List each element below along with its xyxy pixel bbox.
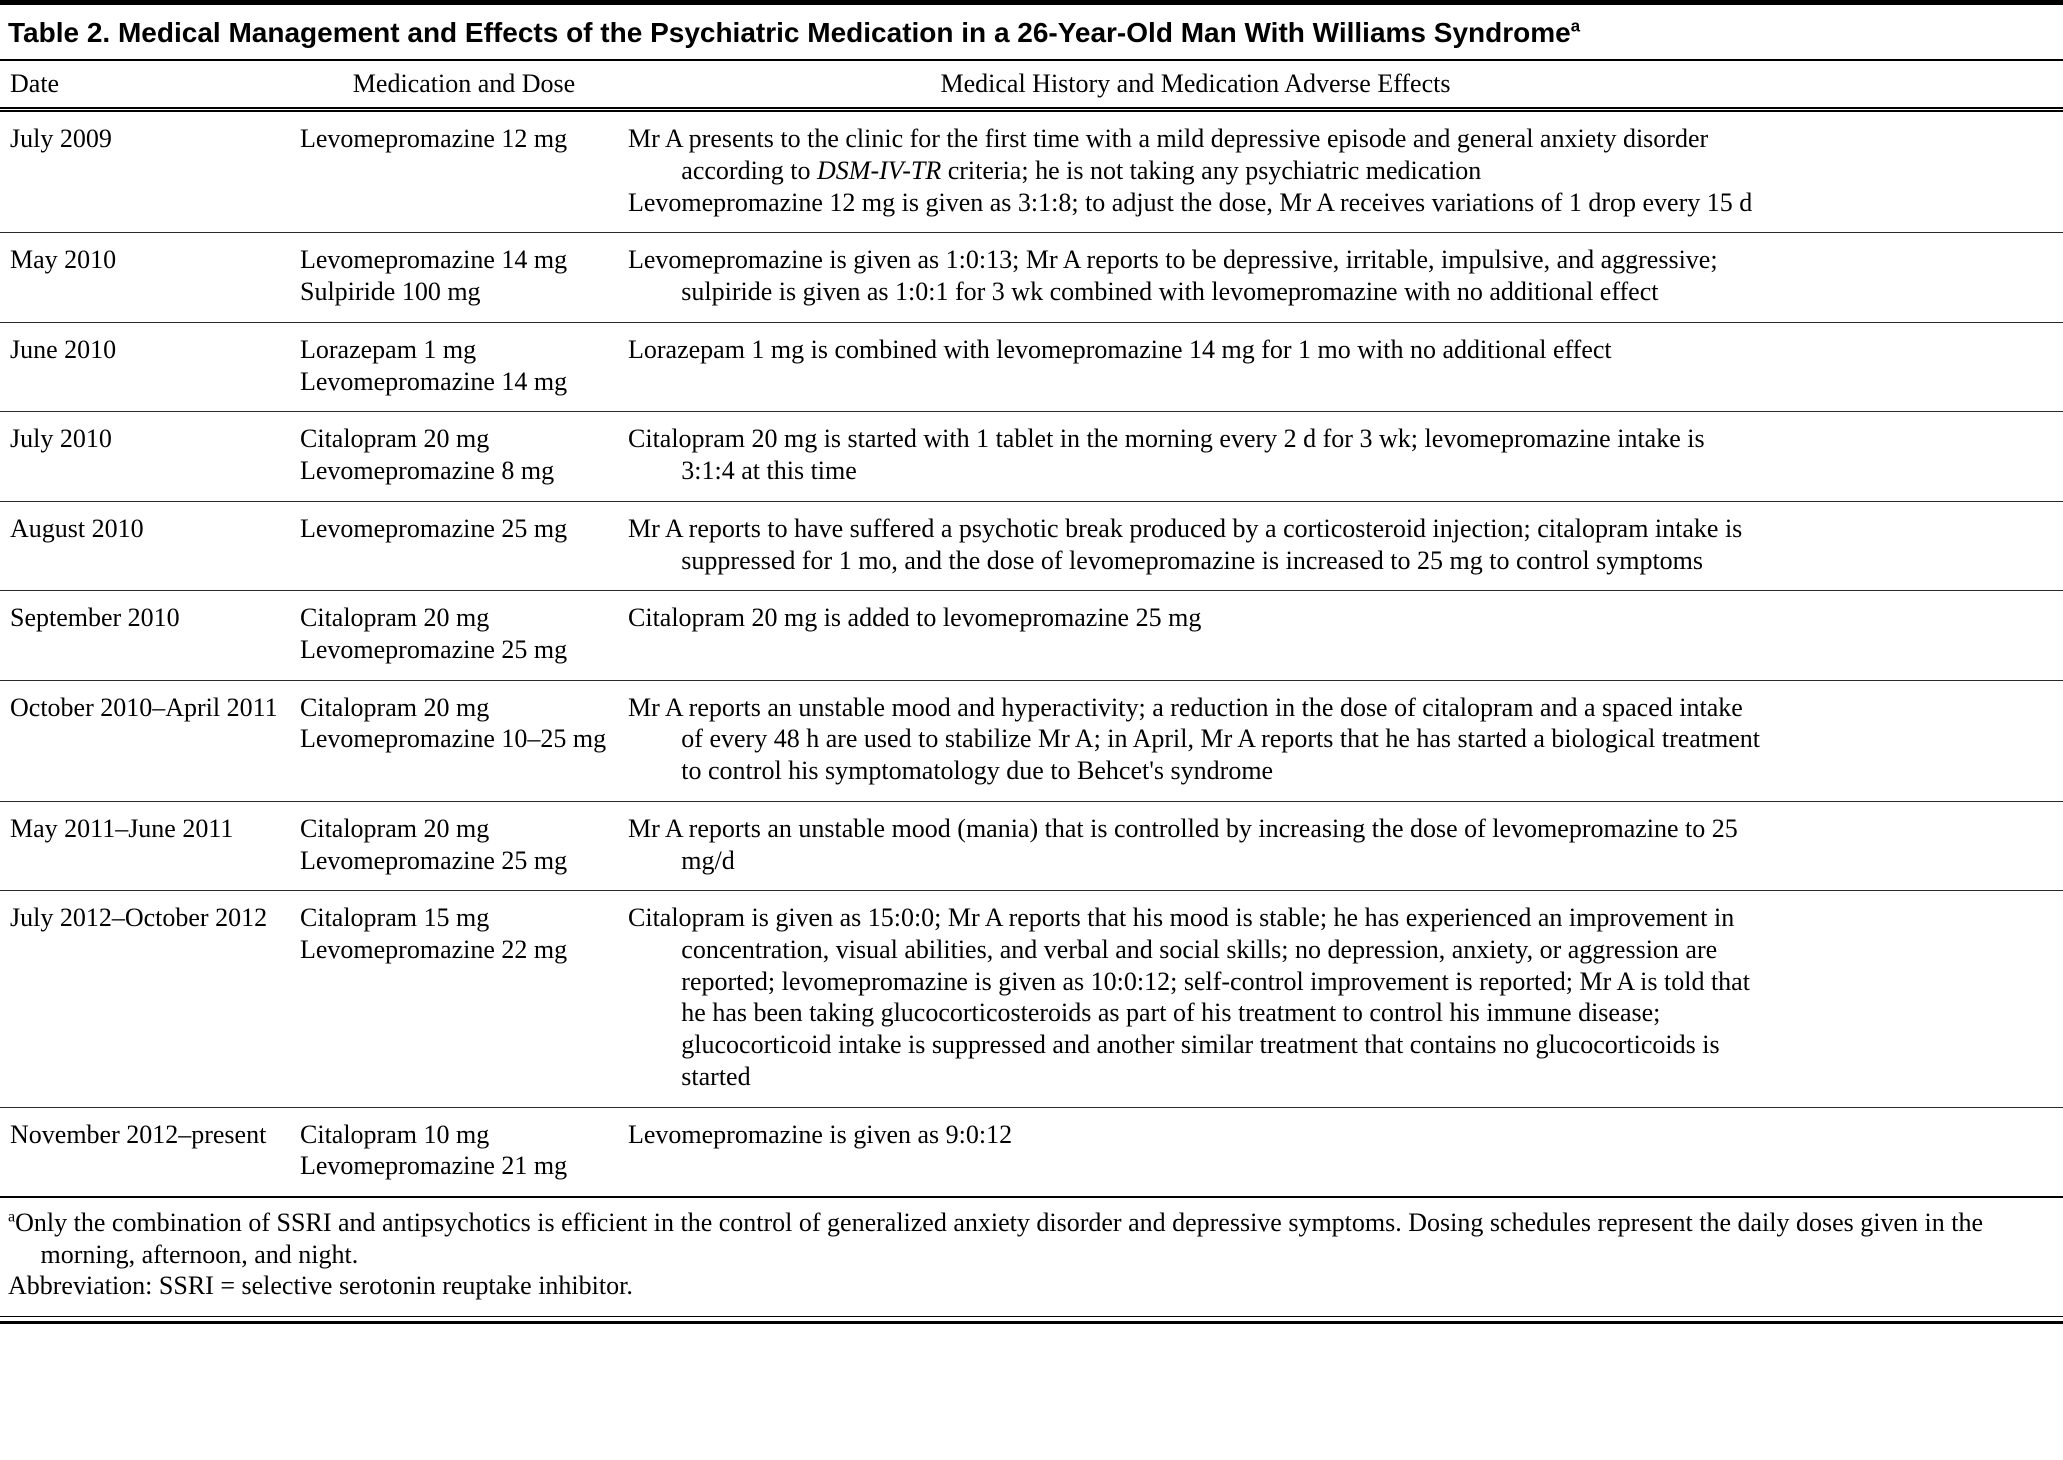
table-row — [0, 110, 2063, 233]
table-row — [0, 412, 2063, 501]
medication-cell — [300, 110, 628, 233]
date-cell: May 2011–June 2011 — [0, 801, 300, 890]
medication-line: Levomepromazine 14 mg — [300, 366, 568, 396]
history-cell — [628, 322, 2063, 411]
medication-cell — [300, 680, 628, 801]
date-cell: October 2010–April 2011 — [0, 680, 300, 801]
table-row — [0, 891, 2063, 1107]
date-cell: May 2010 — [0, 233, 300, 322]
history-paragraph: Levomepromazine is given as 9:0:12 — [628, 1119, 1013, 1149]
history-paragraph: Mr A presents to the clinic for the first time with a mild depressive episode and general anxiety disorder according to DSM-IV-TR criteria; he is not taking any psychiatric medication — [628, 124, 1709, 186]
history-cell — [628, 801, 2063, 890]
medication-line: Citalopram 10 mg — [300, 1119, 490, 1149]
medication-line: Levomepromazine 21 mg — [300, 1151, 568, 1181]
column-header-medical-history: Medical History and Medication Adverse Effects — [628, 61, 2063, 110]
history-cell — [628, 501, 2063, 590]
medication-cell — [300, 801, 628, 890]
table-row — [0, 801, 2063, 890]
history-cell — [628, 412, 2063, 501]
medication-line: Citalopram 20 mg — [300, 692, 490, 722]
history-paragraph: Mr A reports an unstable mood (mania) that is controlled by increasing the dose of levomepromazine to 25 mg/d — [628, 813, 1738, 875]
history-paragraph: Citalopram 20 mg is added to levomepromazine 25 mg — [628, 603, 1202, 633]
medication-cell — [300, 501, 628, 590]
date-cell: July 2010 — [0, 412, 300, 501]
history-paragraph: Levomepromazine 12 mg is given as 3:1:8; to adjust the dose, Mr A receives variations of 1 drop every 15 d — [628, 187, 1753, 217]
column-header-date: Date — [0, 61, 300, 110]
medication-cell — [300, 233, 628, 322]
medication-history-table — [0, 61, 2063, 1196]
footnote-abbreviation — [8, 1270, 2049, 1302]
table-row — [0, 322, 2063, 411]
table-number: Table 2. — [8, 17, 111, 48]
history-paragraph: Citalopram 20 mg is started with 1 tablet in the morning every 2 d for 3 wk; levomepromazine intake is 3:1:4 at this time — [628, 424, 1705, 486]
footnotes — [0, 1196, 2063, 1314]
medication-line: Sulpiride 100 mg — [300, 277, 481, 307]
medication-line: Levomepromazine 10–25 mg — [300, 724, 607, 754]
table-row — [0, 233, 2063, 322]
date-cell: July 2012–October 2012 — [0, 891, 300, 1107]
table-body — [0, 110, 2063, 1196]
history-cell — [628, 110, 2063, 233]
table-row — [0, 591, 2063, 680]
date-cell: July 2009 — [0, 110, 300, 233]
medication-line: Levomepromazine 25 mg — [300, 845, 568, 875]
history-paragraph: Levomepromazine is given as 1:0:13; Mr A reports to be depressive, irritable, impulsive, and aggressive; sulpiride is given as 1:0:1 for 3 wk combined with levomepromazine with no additional effect — [628, 245, 1718, 307]
date-cell: September 2010 — [0, 591, 300, 680]
medication-line: Citalopram 20 mg — [300, 424, 490, 454]
date-cell: June 2010 — [0, 322, 300, 411]
medication-line: Levomepromazine 8 mg — [300, 456, 555, 486]
footnote-text: Only the combination of SSRI and antipsychotics is efficient in the control of generalized anxiety disorder and depressive symptoms. Dosing schedules represent the daily doses given in the morning, afternoon, and night. — [15, 1208, 1984, 1269]
history-cell — [628, 233, 2063, 322]
history-paragraph: Mr A reports to have suffered a psychotic break produced by a corticosteroid injection; citalopram intake is suppressed for 1 mo, and the dose of levomepromazine is increased to 25 mg to control symptoms — [628, 513, 1743, 575]
medication-line: Levomepromazine 25 mg — [300, 513, 568, 543]
medication-line: Lorazepam 1 mg — [300, 334, 477, 364]
history-paragraph: Lorazepam 1 mg is combined with levomepromazine 14 mg for 1 mo with no additional effect — [628, 334, 1612, 364]
medication-line: Citalopram 15 mg — [300, 903, 490, 933]
medication-cell — [300, 322, 628, 411]
footnote-marker: a — [8, 1208, 16, 1226]
column-header-medication-dose: Medication and Dose — [300, 61, 628, 110]
footnote-text: Abbreviation: SSRI = selective serotonin reuptake inhibitor. — [8, 1271, 633, 1301]
medication-line: Levomepromazine 25 mg — [300, 634, 568, 664]
medication-line: Levomepromazine 14 mg — [300, 245, 568, 275]
history-paragraph: Citalopram is given as 15:0:0; Mr A reports that his mood is stable; he has experienced an improvement in concentration, visual abilities, and verbal and social skills; no depression, anxiety, or aggression are reported; levomepromazine is given as 10:0:12; self-control improvement is reported; Mr A is told that he has been taking glucocorticosteroids as part of his treatment to control his immune disease; glucocorticoid intake is suppressed and another similar treatment that contains no glucocorticoids is started — [628, 903, 1750, 1091]
medication-line: Levomepromazine 22 mg — [300, 934, 568, 964]
bottom-rule — [0, 1316, 2063, 1324]
history-cell — [628, 680, 2063, 801]
history-cell — [628, 591, 2063, 680]
history-paragraph: Mr A reports an unstable mood and hyperactivity; a reduction in the dose of citalopram and a spaced intake of every 48 h are used to stabilize Mr A; in April, Mr A reports that he has started a biological treatment to control his symptomatology due to Behcet's syndrome — [628, 692, 1761, 786]
history-cell — [628, 891, 2063, 1107]
table-row — [0, 680, 2063, 801]
medication-line: Levomepromazine 12 mg — [300, 124, 568, 154]
table-title — [0, 0, 2063, 61]
medication-cell — [300, 412, 628, 501]
history-cell — [628, 1107, 2063, 1196]
date-cell: November 2012–present — [10, 1119, 267, 1149]
medication-cell — [300, 591, 628, 680]
table-row — [0, 1107, 2063, 1196]
medication-cell — [300, 1107, 628, 1196]
table-title-text: Medical Management and Effects of the Psychiatric Medication in a 26-Year-Old Man With Williams Syndrome — [117, 17, 1571, 48]
header-row — [0, 61, 2063, 110]
date-cell: August 2010 — [0, 501, 300, 590]
table-row — [0, 501, 2063, 590]
medication-line: Citalopram 20 mg — [300, 603, 490, 633]
table-title-footnote-marker: a — [1570, 16, 1581, 36]
medication-cell — [300, 891, 628, 1107]
medication-line: Citalopram 20 mg — [300, 813, 490, 843]
footnote-a — [8, 1207, 2049, 1270]
